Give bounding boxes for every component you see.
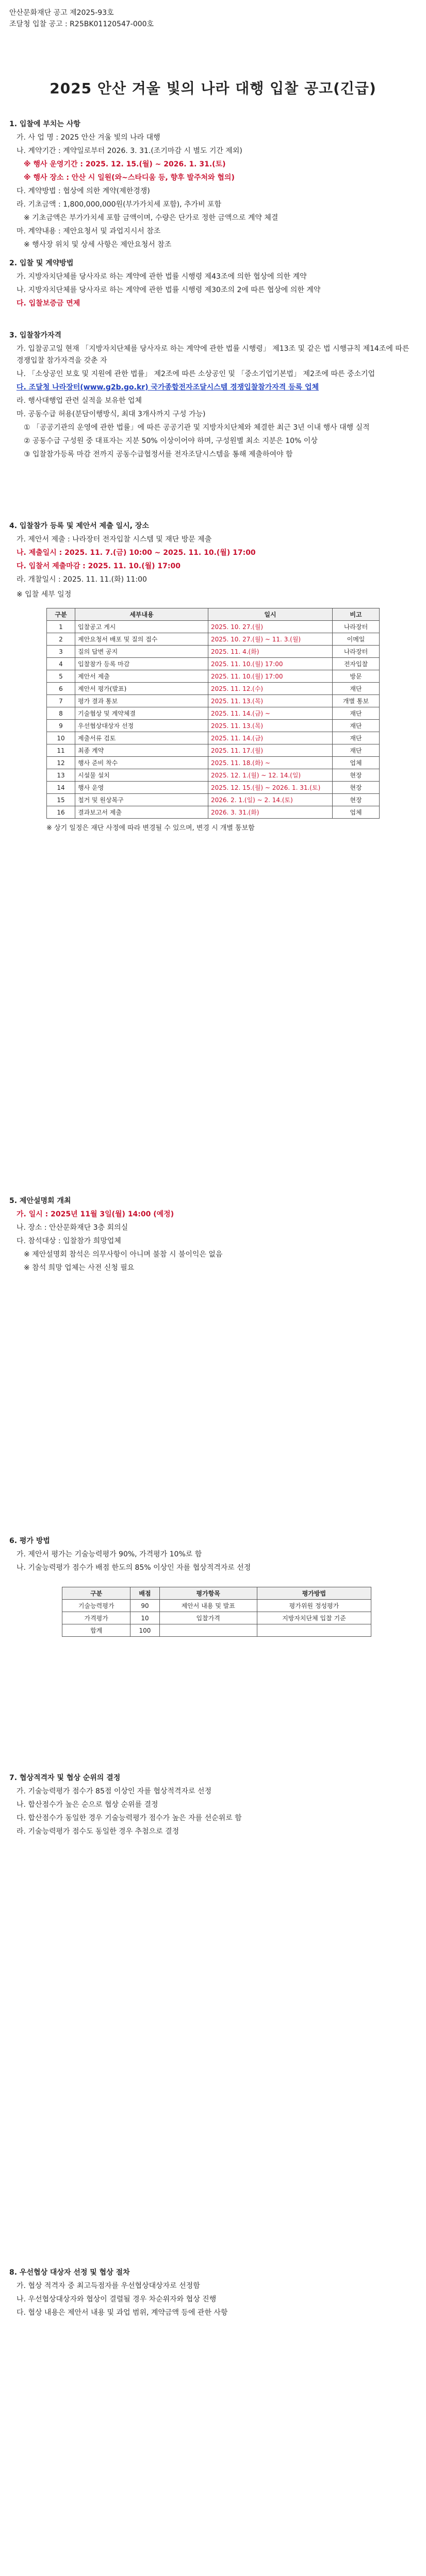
table-cell: 행사 준비 착수 (75, 757, 208, 769)
table-cell: 2025. 10. 27.(월) (208, 621, 333, 633)
section-heading: 5. 제안설명회 개최 (9, 1197, 71, 1205)
table-cell: 재단 (333, 744, 380, 757)
table-cell: 13 (47, 769, 75, 782)
table-cell: 2025. 11. 10.(월) 17:00 (208, 670, 333, 683)
table-row (47, 621, 380, 633)
table-cell: 나라장터 (333, 621, 380, 633)
table-cell: 재단 (333, 732, 380, 744)
table-cell: 입찰가격 (159, 1612, 257, 1624)
table-row (47, 732, 380, 744)
list-item: 라. 기술능력평가 점수도 동일한 경우 추첨으로 결정 (17, 1827, 179, 1836)
list-item: ※ 기초금액은 부가가치세 포함 금액이며, 수량은 단가로 정한 금액으로 계약 체결 (24, 214, 278, 222)
list-item: 나. 합산점수가 높은 순으로 협상 순위를 결정 (17, 1801, 158, 1809)
table-cell: 2025. 11. 17.(월) (208, 744, 333, 757)
table-cell: 10 (47, 732, 75, 744)
table-cell: 11 (47, 744, 75, 757)
list-item: 나. 우선협상대상자와 협상이 결렬될 경우 차순위자와 협상 진행 (17, 2295, 217, 2303)
section-heading: 8. 우선협상 대상자 선정 및 협상 절차 (9, 2268, 130, 2277)
table-cell: 2025. 11. 18.(화) ~ (208, 757, 333, 769)
section-heading: 4. 입찰참가 등록 및 제안서 제출 일시, 장소 (9, 522, 149, 530)
table-header-row (47, 608, 380, 621)
table-cell: 최종 계약 (75, 744, 208, 757)
list-item: 마. 공동수급 허용(분담이행방식, 최대 3개사까지 구성 가능) (17, 410, 206, 418)
list-item: ① 「공공기관의 운영에 관한 법률」에 따른 공공기관 및 지방자치단체와 체결한 최근 3년 이내 행사 대행 실적 (24, 423, 370, 432)
table-cell: 10 (130, 1612, 159, 1624)
page-title: 2025 안산 겨울 빛의 나라 대행 입찰 공고(긴급) (50, 80, 376, 97)
table-cell: 14 (47, 782, 75, 794)
table-cell: 재단 (333, 720, 380, 732)
table-cell: 재단 (333, 683, 380, 695)
list-item: 나. 제출일시 : 2025. 11. 7.(금) 10:00 ~ 2025. 11. 10.(월) 17:00 (17, 549, 256, 557)
list-item: 나. 기술능력평가 점수가 배점 한도의 85% 이상인 자를 협상적격자로 선정 (17, 1564, 251, 1572)
list-item: 나. 「소상공인 보호 및 지원에 관한 법률」 제2조에 따른 소상공인 및 「중소기업기본법」 제2조에 따른 중소기업 (17, 370, 375, 378)
table-cell: 2025. 12. 1.(월) ~ 12. 14.(일) (208, 769, 333, 782)
table-header-row (62, 1587, 371, 1600)
section-3 (9, 330, 417, 462)
schedule-note: ※ 상기 일정은 재단 사정에 따라 변경될 수 있으며, 변경 시 개별 통보함 (46, 824, 255, 832)
table-cell: 7 (47, 695, 75, 707)
table-row (47, 633, 380, 646)
list-item: 나. 계약기간 : 계약일로부터 2026. 3. 31.(조기마감 시 별도 기간 제외) (17, 147, 242, 155)
table-row (47, 670, 380, 683)
table-cell: 2025. 11. 13.(목) (208, 720, 333, 732)
table-cell: 9 (47, 720, 75, 732)
list-item: 다. 계약방법 : 협상에 의한 계약(제한경쟁) (17, 187, 150, 195)
list-item: 다. 협상 내용은 제안서 내용 및 과업 범위, 계약금액 등에 관한 사항 (17, 2309, 228, 2317)
table-cell: 2026. 2. 1.(일) ~ 2. 14.(토) (208, 794, 333, 806)
table-cell: 제안서 제출 (75, 670, 208, 683)
table-cell: 12 (47, 757, 75, 769)
list-item: 다. 입찰보증금 면제 (17, 299, 80, 308)
schedule-table-body (47, 621, 380, 819)
table-cell: 기술능력평가 (62, 1600, 130, 1612)
section-1 (9, 118, 417, 252)
column-header: 평가방법 (257, 1587, 371, 1600)
list-item: 라. 행사대행업 관련 실적을 보유한 업체 (17, 397, 142, 405)
table-row (47, 794, 380, 806)
column-header: 일시 (208, 608, 333, 621)
table-cell: 현장 (333, 794, 380, 806)
table-cell: 전자입찰 (333, 658, 380, 670)
table-cell: 15 (47, 794, 75, 806)
table-caption: ※ 입찰 세부 일정 (17, 590, 72, 599)
table-cell: 4 (47, 658, 75, 670)
table-cell: 2025. 11. 12.(수) (208, 683, 333, 695)
table-cell: 5 (47, 670, 75, 683)
table-cell: 현장 (333, 782, 380, 794)
list-item: 가. 일시 : 2025년 11월 3일(월) 14:00 (예정) (17, 1210, 174, 1218)
list-item: 라. 개찰일시 : 2025. 11. 11.(화) 11:00 (17, 575, 147, 584)
column-header: 비고 (333, 608, 380, 621)
table-row (47, 646, 380, 658)
table-cell: 철거 및 원상복구 (75, 794, 208, 806)
table-cell: 질의 답변 공지 (75, 646, 208, 658)
table-row (62, 1600, 371, 1612)
section-heading: 2. 입찰 및 계약방법 (9, 259, 74, 267)
table-row (47, 806, 380, 819)
table-row (62, 1612, 371, 1624)
table-cell: 제출서류 검토 (75, 732, 208, 744)
list-item: 가. 제안서 제출 : 나라장터 전자입찰 시스템 및 재단 방문 제출 (17, 535, 212, 544)
table-cell: 제안서 평가(발표) (75, 683, 208, 695)
table-cell: 3 (47, 646, 75, 658)
table-cell: 90 (130, 1600, 159, 1612)
procurement-number: 조달청 입찰 공고 : R25BK01120547-000호 (9, 20, 154, 28)
column-header: 배점 (130, 1587, 159, 1600)
table-cell: 가격평가 (62, 1612, 130, 1624)
column-header: 세부내용 (75, 608, 208, 621)
table-cell: 행사 운영 (75, 782, 208, 794)
table-cell: 100 (130, 1624, 159, 1637)
list-item: ※ 참석 희망 업체는 사전 신청 필요 (24, 1264, 135, 1272)
table-cell: 2025. 11. 10.(월) 17:00 (208, 658, 333, 670)
list-item: 가. 제안서 평가는 기술능력평가 90%, 가격평가 10%로 함 (17, 1550, 202, 1558)
table-cell: 제안요청서 배포 및 질의 접수 (75, 633, 208, 646)
section-heading: 7. 협상적격자 및 협상 순위의 결정 (9, 1774, 121, 1782)
evaluation-table (62, 1587, 371, 1637)
table-cell: 2026. 3. 31.(화) (208, 806, 333, 819)
list-item: 마. 계약내용 : 제안요청서 및 과업지시서 참조 (17, 227, 161, 235)
table-cell: 16 (47, 806, 75, 819)
notice-header (9, 7, 154, 30)
table-cell: 평가 결과 통보 (75, 695, 208, 707)
section-4 (9, 520, 417, 602)
list-item: ※ 행사 운영기간 : 2025. 12. 15.(월) ~ 2026. 1. 31.(토) (24, 160, 226, 168)
list-item: 다. 입찰서 제출마감 : 2025. 11. 10.(월) 17:00 (17, 562, 181, 570)
list-item: ③ 입찰참가등록 마감 전까지 공동수급협정서를 전자조달시스템을 통해 제출하여야 함 (24, 450, 293, 459)
table-cell: 이메일 (333, 633, 380, 646)
table-cell: 시설물 설치 (75, 769, 208, 782)
table-cell: 재단 (333, 707, 380, 720)
list-item: 가. 입찰공고일 현재 「지방자치단체를 당사자로 하는 계약에 관한 법률 시행령」 제13조 및 같은 법 시행규칙 제14조에 따른 경쟁입찰 참가자격을 갖춘 자 (17, 345, 409, 365)
table-row (47, 683, 380, 695)
table-cell: 나라장터 (333, 646, 380, 658)
schedule-table-wrap (46, 608, 380, 834)
table-cell: 합계 (62, 1624, 130, 1637)
column-header: 구분 (47, 608, 75, 621)
table-cell: 2025. 11. 14.(금) ~ (208, 707, 333, 720)
section-heading: 3. 입찰참가자격 (9, 331, 62, 340)
table-cell: 입찰참가 등록 마감 (75, 658, 208, 670)
table-cell: 2025. 11. 13.(목) (208, 695, 333, 707)
evaluation-table-body (62, 1600, 371, 1637)
column-header: 평가항목 (159, 1587, 257, 1600)
evaluation-table-wrap (62, 1587, 371, 1637)
table-cell: 2025. 12. 15.(월) ~ 2026. 1. 31.(토) (208, 782, 333, 794)
section-7 (9, 1772, 417, 1839)
section-6 (9, 1535, 417, 1575)
table-cell: 결과보고서 제출 (75, 806, 208, 819)
table-cell: 2025. 11. 14.(금) (208, 732, 333, 744)
table-cell: 업체 (333, 806, 380, 819)
list-item: 다. 합산점수가 동일한 경우 기술능력평가 점수가 높은 자를 선순위로 함 (17, 1814, 242, 1822)
list-item: 다. 조달청 나라장터(www.g2b.go.kr) 국가종합전자조달시스템 경쟁입찰참가자격 등록 업체 (17, 383, 319, 392)
list-item: 나. 장소 : 안산문화재단 3층 회의실 (17, 1224, 128, 1232)
table-cell: 지방자치단체 입찰 기준 (257, 1612, 371, 1624)
table-cell: 개별 통보 (333, 695, 380, 707)
table-cell: 기술협상 및 계약체결 (75, 707, 208, 720)
list-item: 다. 참석대상 : 입찰참가 희망업체 (17, 1237, 121, 1245)
table-row (62, 1624, 371, 1637)
schedule-table (46, 608, 380, 819)
list-item: ※ 행사 장소 : 안산 시 일원(와~스타디움 등, 향후 발주처와 협의) (24, 174, 235, 182)
table-row (47, 744, 380, 757)
section-heading: 1. 입찰에 부치는 사항 (9, 120, 80, 128)
table-cell: 2025. 10. 27.(월) ~ 11. 3.(월) (208, 633, 333, 646)
table-row (47, 707, 380, 720)
list-item: 나. 지방자치단체를 당사자로 하는 계약에 관한 법률 시행령 제30조의 2에 따른 협상에 의한 계약 (17, 286, 321, 294)
notice-number: 안산문화재단 공고 제2025-93호 (9, 9, 114, 17)
table-cell (257, 1624, 371, 1637)
table-cell: 입찰공고 게시 (75, 621, 208, 633)
section-heading: 6. 평가 방법 (9, 1537, 50, 1545)
table-cell: 평가위원 정성평가 (257, 1600, 371, 1612)
table-cell: 업체 (333, 757, 380, 769)
table-row (47, 720, 380, 732)
table-cell (159, 1624, 257, 1637)
list-item: 가. 지방자치단체를 당사자로 하는 계약에 관한 법률 시행령 제43조에 의한 협상에 의한 계약 (17, 273, 307, 281)
table-row (47, 757, 380, 769)
table-row (47, 695, 380, 707)
table-cell: 2 (47, 633, 75, 646)
table-cell: 방문 (333, 670, 380, 683)
table-cell: 우선협상대상자 선정 (75, 720, 208, 732)
table-cell: 2025. 11. 4.(화) (208, 646, 333, 658)
list-item: 가. 협상 적격자 중 최고득점자를 우선협상대상자로 선정함 (17, 2282, 200, 2290)
table-cell: 제안서 내용 및 발표 (159, 1600, 257, 1612)
table-cell: 1 (47, 621, 75, 633)
table-cell: 6 (47, 683, 75, 695)
section-8 (9, 2267, 417, 2320)
table-row (47, 658, 380, 670)
list-item: 가. 사 업 명 : 2025 안산 겨울 빛의 나라 대행 (17, 133, 160, 142)
table-cell: 현장 (333, 769, 380, 782)
table-row (47, 782, 380, 794)
list-item: 라. 기초금액 : 1,800,000,000원(부가가치세 포함), 추가비 포함 (17, 200, 222, 209)
list-item: 가. 기술능력평가 점수가 85점 이상인 자를 협상적격자로 선정 (17, 1787, 211, 1795)
list-item: ※ 행사장 위치 및 상세 사항은 제안요청서 참조 (24, 241, 172, 249)
column-header: 구분 (62, 1587, 130, 1600)
list-item: ※ 제안설명회 참석은 의무사항이 아니며 불참 시 불이익은 없음 (24, 1250, 223, 1259)
list-item: ② 공동수급 구성원 중 대표자는 지분 50% 이상이어야 하며, 구성원별 최소 지분은 10% 이상 (24, 437, 318, 445)
table-row (47, 769, 380, 782)
section-5 (9, 1195, 417, 1276)
section-2 (9, 258, 417, 311)
table-cell: 8 (47, 707, 75, 720)
